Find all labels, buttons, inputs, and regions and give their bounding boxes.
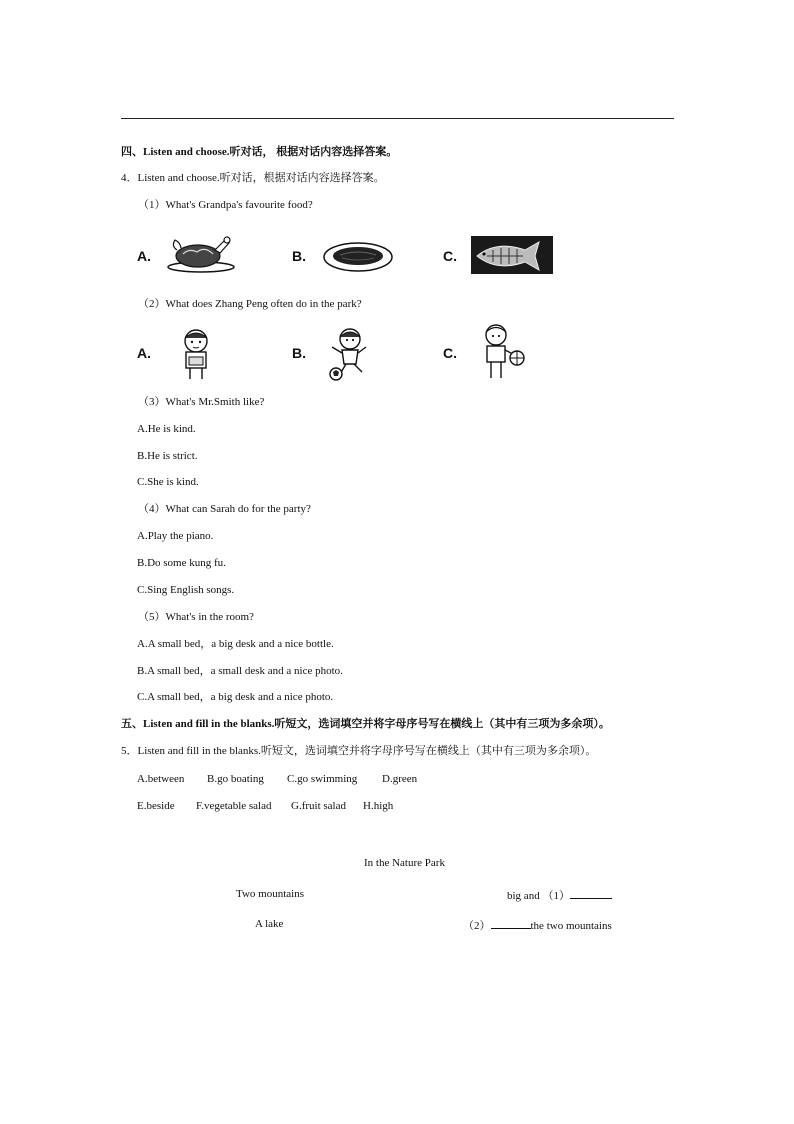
choice-a: A.between [137,773,185,785]
section5-question: 5．Listen and fill in the blanks.听短文，选词填空并将字母序号写在横线上（其中有三项为多余项）。 [121,745,597,757]
q4-prompt: （4）What can Sarah do for the party? [138,503,311,515]
q1-option-b-label: B. [292,248,306,264]
q5-prompt: （5）What's in the room? [138,611,254,623]
fish-dish-icon [471,236,553,274]
steak-plate-icon [322,240,394,274]
boy-playing-basketball-icon [478,323,526,381]
section5-heading: 五、Listen and fill in the blanks.听短文，选词填空并将字母序号写在横线上（其中有三项为多余项）。 [121,718,610,730]
q5-option-b: B.A small bed，a small desk and a nice photo. [137,665,343,677]
row1-left: Two mountains [236,888,304,900]
choice-h: H.high [363,800,394,812]
choice-f: F.vegetable salad [196,800,272,812]
choice-c: C.go swimming [287,773,358,785]
row1-right-prefix: big and （1） [507,890,570,902]
roast-chicken-icon [165,232,237,274]
choice-g: G.fruit salad [291,800,346,812]
boy-reading-icon [176,327,216,381]
q5-option-c: C.A small bed，a big desk and a nice photo. [137,691,334,703]
q3-prompt: （3）What's Mr.Smith like? [138,396,265,408]
row2-left: A lake [255,918,284,930]
section4-question: 4．Listen and choose.听对话，根据对话内容选择答案。 [121,172,385,184]
q4-option-c: C.Sing English songs. [137,584,235,596]
q4-option-b: B.Do some kung fu. [137,557,226,569]
choice-e: E.beside [137,800,175,812]
section4-heading: 四、Listen and choose.听对话， 根据对话内容选择答案。 [121,146,398,158]
q3-option-b: B.He is strict. [137,450,198,462]
q4-option-a: A.Play the piano. [137,530,214,542]
row2-right [463,917,612,933]
choice-d: D.green [382,773,418,785]
q2-option-a-label: A. [137,345,151,361]
row2-right-prefix: （2） [463,920,491,932]
q3-option-c: C.She is kind. [137,476,199,488]
blank-2-input[interactable] [491,917,531,929]
q2-prompt: （2）What does Zhang Peng often do in the park? [138,298,362,310]
boy-playing-football-icon [326,327,370,381]
row1-right [507,887,612,903]
q1-option-a-label: A. [137,248,151,264]
blank-1-input[interactable] [570,887,612,899]
row2-right-suffix: the two mountains [530,920,612,932]
q1-prompt: （1）What's Grandpa's favourite food? [138,199,313,211]
table-title: In the Nature Park [364,857,445,869]
q5-option-a: A.A small bed，a big desk and a nice bottle. [137,638,334,650]
q3-option-a: A.He is kind. [137,423,196,435]
header-rule [121,118,674,119]
q2-option-b-label: B. [292,345,306,361]
choice-b: B.go boating [207,773,264,785]
q2-option-c-label: C. [443,345,457,361]
q1-option-c-label: C. [443,248,457,264]
